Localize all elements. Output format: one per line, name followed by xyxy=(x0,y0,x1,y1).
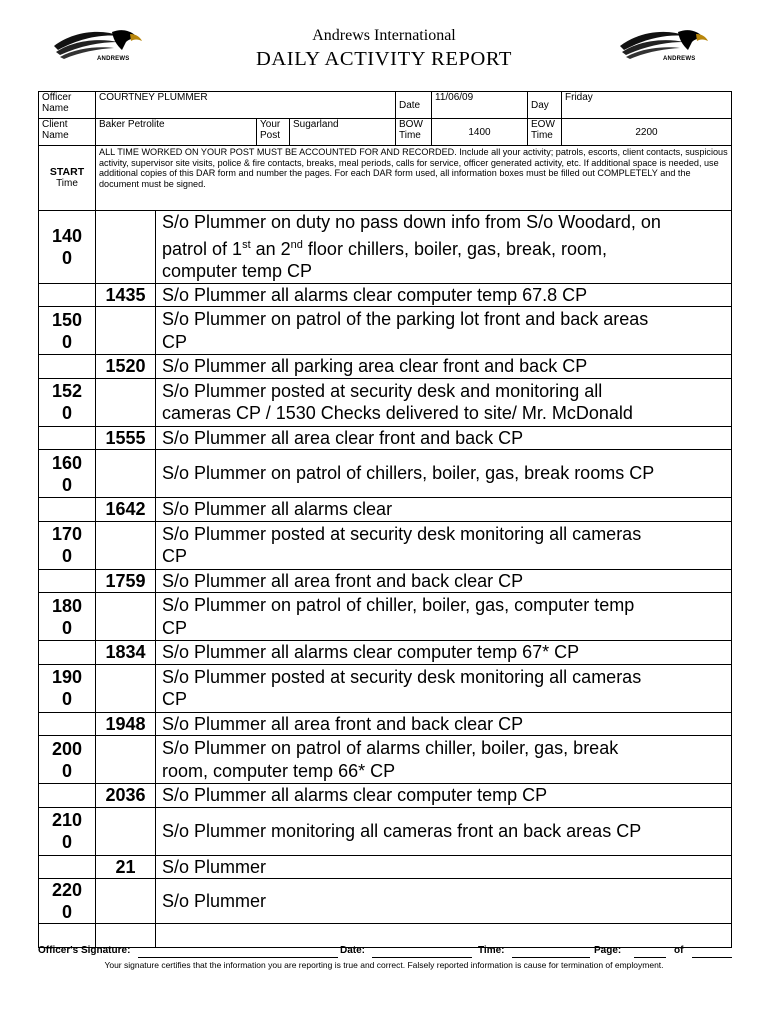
log-row xyxy=(39,521,732,569)
start-time-cell[interactable] xyxy=(39,641,96,665)
activity-line: cameras CP / 1530 Checks delivered to site/ Mr. McDonald xyxy=(162,403,633,423)
activity-line: S/o Plummer posted at security desk monitoring all cameras xyxy=(162,666,642,687)
log-row xyxy=(39,807,732,855)
activity-line: S/o Plummer monitoring all cameras front an back areas CP xyxy=(162,820,642,841)
activity-cell[interactable] xyxy=(156,450,732,498)
bow-time-label: BOW Time xyxy=(396,119,432,146)
stop-time-cell[interactable]: 1555 xyxy=(96,426,156,450)
activity-line: S/o Plummer on patrol of the parking lot front and back areas xyxy=(162,309,649,329)
officer-row xyxy=(39,92,732,119)
activity-cell[interactable] xyxy=(156,807,732,855)
log-row xyxy=(39,498,732,522)
stop-time-cell[interactable] xyxy=(96,807,156,855)
day-label: Day xyxy=(528,92,562,119)
stop-time-cell[interactable]: 1435 xyxy=(96,283,156,307)
officer-name-label: Officer Name xyxy=(39,92,96,119)
stop-time-cell[interactable] xyxy=(96,307,156,355)
stop-time-cell[interactable] xyxy=(96,736,156,784)
activity-line: S/o Plummer all area front and back clear CP xyxy=(162,713,524,734)
activity-line: S/o Plummer all alarms clear computer temp 67* CP xyxy=(162,642,580,662)
activity-cell[interactable] xyxy=(156,641,732,665)
start-time-cell[interactable]: 1520 xyxy=(39,378,96,426)
activity-cell[interactable] xyxy=(156,664,732,712)
log-row xyxy=(39,426,732,450)
activity-cell[interactable] xyxy=(156,283,732,307)
activity-cell[interactable] xyxy=(156,924,732,948)
activity-cell[interactable] xyxy=(156,879,732,924)
activity-cell[interactable] xyxy=(156,211,732,284)
log-row xyxy=(39,307,732,355)
report-title: DAILY ACTIVITY REPORT xyxy=(255,48,513,70)
log-row xyxy=(39,641,732,665)
activity-cell[interactable] xyxy=(156,378,732,426)
start-time-header: START Time xyxy=(39,146,96,211)
activity-line: S/o Plummer on patrol of alarms chiller, boiler, gas, break xyxy=(162,738,619,758)
start-time-cell[interactable] xyxy=(39,498,96,522)
signature-time-field[interactable] xyxy=(512,957,590,958)
page-of-label: of xyxy=(674,945,684,956)
eow-time-label: EOW Time xyxy=(528,119,562,146)
activity-line: S/o Plummer on patrol of chiller, boiler, gas, computer temp xyxy=(162,595,635,615)
activity-cell[interactable] xyxy=(156,736,732,784)
activity-line: S/o Plummer posted at security desk monitoring all cameras xyxy=(162,523,642,544)
signature-date-label: Date: xyxy=(340,945,366,956)
activity-line: S/o Plummer all area clear front and back CP xyxy=(162,427,524,448)
activity-line: S/o Plummer on duty no pass down info from S/o Woodard, on xyxy=(162,212,661,232)
activity-cell[interactable] xyxy=(156,498,732,522)
start-time-cell[interactable]: 1700 xyxy=(39,521,96,569)
start-time-cell[interactable] xyxy=(39,924,96,948)
activity-cell[interactable] xyxy=(156,355,732,379)
start-time-cell[interactable]: 1900 xyxy=(39,664,96,712)
log-row xyxy=(39,378,732,426)
log-row xyxy=(39,283,732,307)
start-time-cell[interactable] xyxy=(39,355,96,379)
log-row xyxy=(39,855,732,879)
activity-cell[interactable] xyxy=(156,521,732,569)
stop-time-cell[interactable] xyxy=(96,450,156,498)
instructions-text: ALL TIME WORKED ON YOUR POST MUST BE ACCOUNTED FOR AND RECORDED. Include all your activity; patrols, escorts, client contacts, suspicious activity, supervisor site visits, police & fire contacts, breaks, meal periods, calls for service, officer generated activity, etc. If additional space is needed, use additional copies of this DAR form and number the pages. For each DAR form used, all information boxes must be filled out COMPLETELY and the document must be signed. xyxy=(96,146,732,211)
start-time-cell[interactable] xyxy=(39,712,96,736)
stop-time-cell[interactable] xyxy=(96,924,156,948)
start-time-cell[interactable] xyxy=(39,855,96,879)
stop-time-cell[interactable] xyxy=(96,521,156,569)
activity-line: room, computer temp 66* CP xyxy=(162,760,396,781)
start-time-cell[interactable]: 2100 xyxy=(39,807,96,855)
activity-line: S/o Plummer xyxy=(162,856,267,877)
start-time-cell[interactable]: 1500 xyxy=(39,307,96,355)
activity-line: S/o Plummer on patrol of chillers, boiler, gas, break rooms CP xyxy=(162,463,655,484)
activity-cell[interactable] xyxy=(156,569,732,593)
signature-field[interactable] xyxy=(138,957,338,958)
logo-text: ANDREWS xyxy=(663,56,696,62)
activity-line: CP xyxy=(162,689,188,709)
date-label: Date xyxy=(396,92,432,119)
signature-time-label: Time: xyxy=(478,945,505,956)
page-number-field[interactable] xyxy=(634,957,666,958)
eow-time-value[interactable]: 2200 xyxy=(562,119,732,146)
log-row xyxy=(39,784,732,808)
column-header-row xyxy=(39,146,732,211)
activity-line: CP xyxy=(162,331,188,352)
your-post-label: Your Post xyxy=(257,119,290,146)
log-row xyxy=(39,211,732,284)
stop-time-cell[interactable]: 1520 xyxy=(96,355,156,379)
start-time-cell[interactable] xyxy=(39,426,96,450)
day-value[interactable]: Friday xyxy=(562,92,732,119)
client-name-value[interactable]: Baker Petrolite xyxy=(96,119,257,146)
activity-cell[interactable] xyxy=(156,712,732,736)
activity-line: patrol of 1st an 2nd floor chillers, boiler, gas, break, room, xyxy=(162,238,608,259)
logo-text: ANDREWS xyxy=(97,56,130,62)
activity-log-table xyxy=(38,210,732,948)
activity-line: S/o Plummer posted at security desk and monitoring all xyxy=(162,380,603,401)
activity-cell[interactable] xyxy=(156,593,732,641)
start-time-cell[interactable]: 1600 xyxy=(39,450,96,498)
officer-signature-label: Officer's Signature: xyxy=(38,945,131,956)
activity-line: CP xyxy=(162,617,188,638)
activity-line: computer temp CP xyxy=(162,261,313,281)
log-row xyxy=(39,664,732,712)
start-time-cell[interactable]: 2000 xyxy=(39,736,96,784)
signature-date-field[interactable] xyxy=(372,957,472,958)
log-row xyxy=(39,450,732,498)
log-row xyxy=(39,879,732,924)
officer-name-value[interactable]: COURTNEY PLUMMER xyxy=(96,92,396,119)
start-time-cell[interactable] xyxy=(39,283,96,307)
stop-time-cell[interactable]: 1642 xyxy=(96,498,156,522)
log-row xyxy=(39,712,732,736)
start-time-cell[interactable]: 1400 xyxy=(39,211,96,284)
activity-line: S/o Plummer all area front and back clear CP xyxy=(162,570,524,591)
stop-time-cell[interactable] xyxy=(96,593,156,641)
stop-time-cell[interactable] xyxy=(96,879,156,924)
report-info-table xyxy=(38,91,732,211)
your-post-value[interactable]: Sugarland xyxy=(290,119,396,146)
stop-time-cell[interactable]: 2036 xyxy=(96,784,156,808)
client-row xyxy=(39,119,732,146)
activity-line: S/o Plummer xyxy=(162,890,267,911)
start-time-cell[interactable]: 2200 xyxy=(39,879,96,924)
activity-line: S/o Plummer all alarms clear xyxy=(162,499,393,519)
signature-notice: Your signature certifies that the information you are reporting is true and correct. Falsely reported information is cause for termination of employment. xyxy=(104,960,664,970)
date-value[interactable]: 11/06/09 xyxy=(432,92,528,119)
client-name-label: Client Name xyxy=(39,119,96,146)
stop-time-cell[interactable]: 21 xyxy=(96,855,156,879)
log-row xyxy=(39,924,732,948)
log-row xyxy=(39,355,732,379)
activity-cell[interactable] xyxy=(156,426,732,450)
page-total-field[interactable] xyxy=(692,957,732,958)
log-row xyxy=(39,569,732,593)
stop-time-cell[interactable] xyxy=(96,211,156,284)
start-time-cell[interactable] xyxy=(39,569,96,593)
page-number-label: Page: xyxy=(594,945,622,956)
activity-line: S/o Plummer all alarms clear computer temp CP xyxy=(162,785,548,805)
activity-line: S/o Plummer all parking area clear front and back CP xyxy=(162,356,588,376)
activity-line: CP xyxy=(162,546,188,566)
bow-time-value[interactable]: 1400 xyxy=(432,119,528,146)
activity-cell[interactable] xyxy=(156,307,732,355)
activity-cell[interactable] xyxy=(156,784,732,808)
activity-cell[interactable] xyxy=(156,855,732,879)
log-row xyxy=(39,736,732,784)
stop-time-cell[interactable]: 1834 xyxy=(96,641,156,665)
activity-line: S/o Plummer all alarms clear computer temp 67.8 CP xyxy=(162,284,588,305)
log-row xyxy=(39,593,732,641)
stop-time-cell[interactable] xyxy=(96,378,156,426)
company-name: Andrews International xyxy=(312,27,456,44)
start-time-cell[interactable] xyxy=(39,784,96,808)
stop-time-cell[interactable] xyxy=(96,664,156,712)
stop-time-cell[interactable]: 1759 xyxy=(96,569,156,593)
start-time-cell[interactable]: 1800 xyxy=(39,593,96,641)
stop-time-cell[interactable]: 1948 xyxy=(96,712,156,736)
